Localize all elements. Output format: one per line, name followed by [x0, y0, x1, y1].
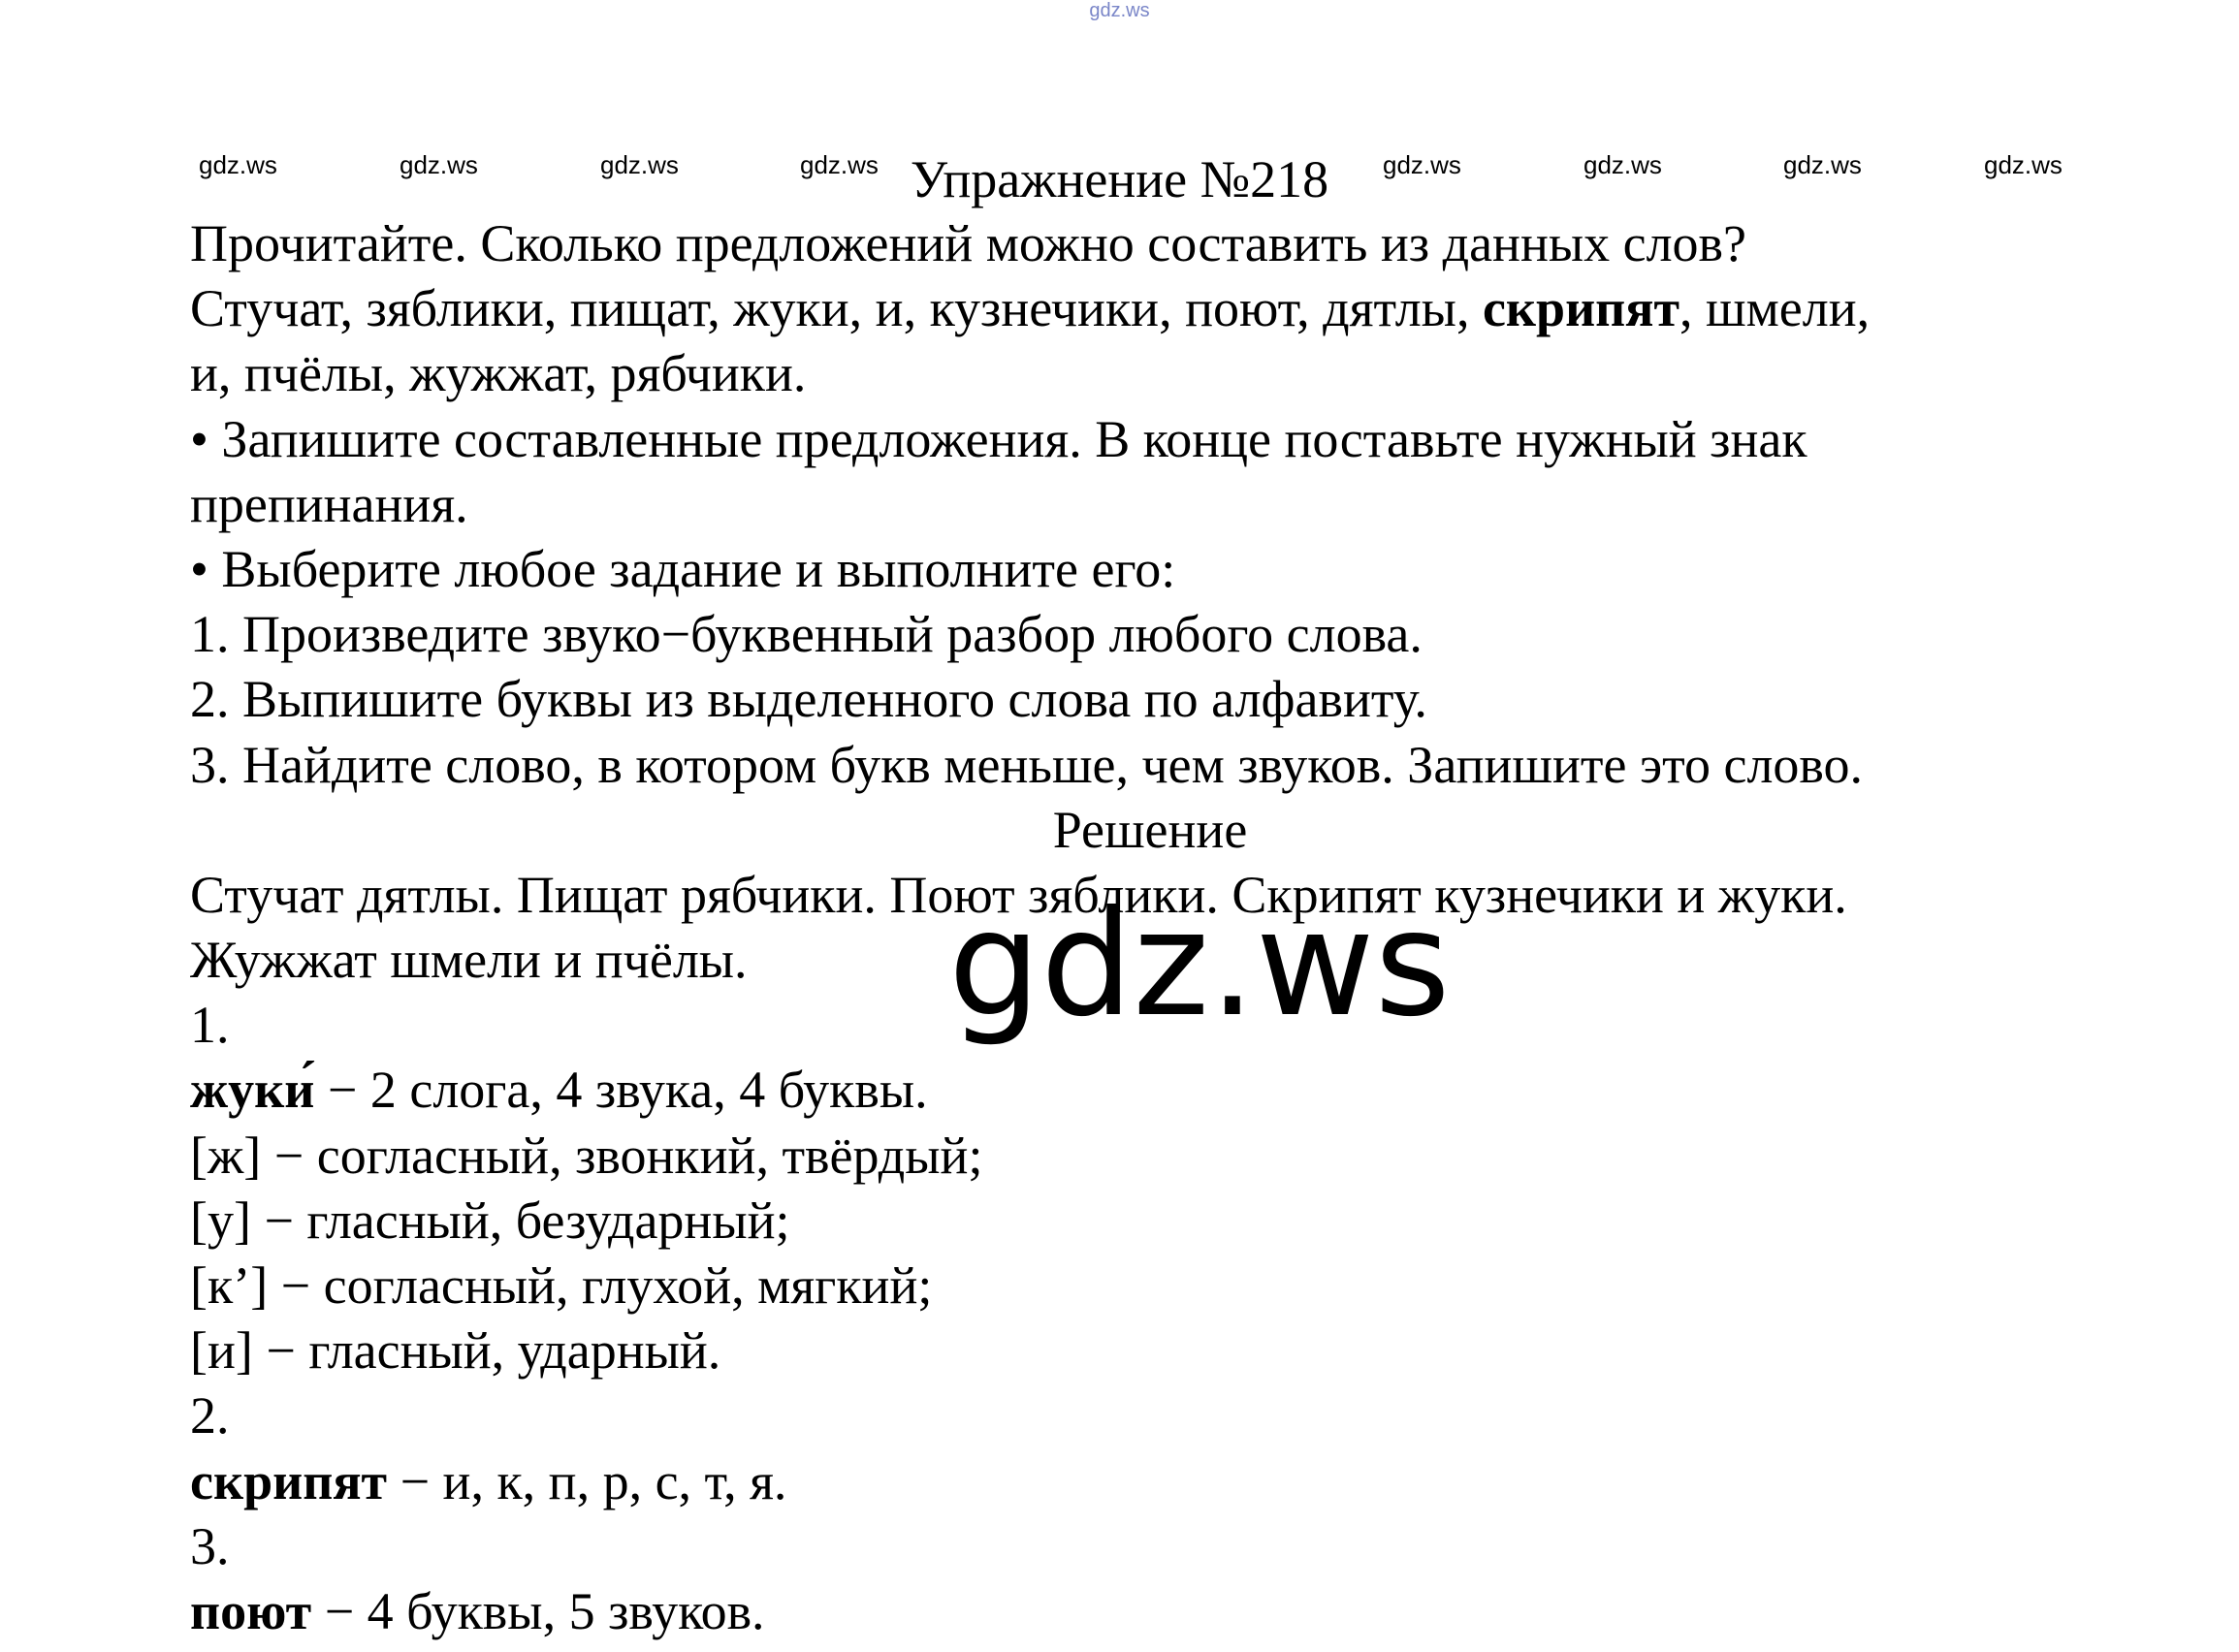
task-words-text: Стучат, зяблики, пищат, жуки, и, кузнечики, поют, дятлы,: [190, 279, 1483, 338]
analysed-word: скрипят: [190, 1451, 388, 1510]
solution-sentences: Жужжат шмели и пчёлы.: [190, 931, 748, 990]
analysed-word: поют: [190, 1581, 312, 1640]
solution-line: [190, 1579, 2149, 1644]
task-bullet: • Выберите любое задание и выполните его:: [190, 539, 1176, 598]
top-watermark: gdz.ws: [1089, 0, 1150, 21]
task-words-continued: и, пчёлы, жужжат, рябчики.: [190, 344, 807, 403]
watermark: gdz.ws: [1583, 150, 1662, 179]
watermark: gdz.ws: [1383, 150, 1461, 179]
page-title: Упражнение №218: [910, 150, 1329, 208]
big-watermark: gdz.ws: [948, 880, 1451, 1049]
task-words-text: , шмели,: [1679, 279, 1871, 338]
watermark: gdz.ws: [600, 150, 679, 179]
task-item: 2. Выпишите буквы из выделенного слова по алфавиту.: [190, 670, 1427, 729]
solution-heading: Решение: [1052, 800, 1248, 859]
analysed-word: жуки́: [190, 1061, 315, 1120]
sound-line: [у] − гласный, безударный;: [190, 1191, 790, 1250]
highlighted-word: скрипят: [1482, 279, 1680, 338]
watermark: gdz.ws: [1783, 150, 1862, 179]
watermark: gdz.ws: [199, 150, 277, 179]
watermark: gdz.ws: [1984, 150, 2063, 179]
solution-text: − 2 слога, 4 звука, 4 буквы.: [314, 1061, 928, 1120]
solution-line: [190, 1058, 2149, 1123]
sound-line: [и] − гласный, ударный.: [190, 1321, 721, 1381]
task-words: [190, 276, 2149, 341]
solution-text: − 4 буквы, 5 звуков.: [311, 1581, 765, 1640]
sound-line: [ж] − согласный, звонкий, твёрдый;: [190, 1126, 983, 1185]
task-bullet-continued: препинания.: [190, 474, 468, 533]
task-item: 1. Произведите звуко−буквенный разбор любого слова.: [190, 605, 1423, 664]
solution-sentences: Стучат дятлы. Пищат рябчики. Поют зяблики. Скрипят кузнечики и жуки.: [190, 865, 1847, 924]
task-question: Прочитайте. Сколько предложений можно составить из данных слов?: [190, 214, 1746, 272]
solution-text: − и, к, п, р, с, т, я.: [387, 1451, 787, 1510]
watermark: gdz.ws: [800, 150, 879, 179]
solution-number: 3.: [190, 1516, 230, 1575]
task-item: 3. Найдите слово, в котором букв меньше, чем звуков. Запишите это слово.: [190, 735, 1864, 794]
sound-line: [к’] − согласный, глухой, мягкий;: [190, 1256, 933, 1315]
solution-number: 2.: [190, 1386, 230, 1446]
solution-number: 1.: [190, 996, 230, 1055]
watermark: gdz.ws: [400, 150, 478, 179]
task-bullet: • Запишите составленные предложения. В конце поставьте нужный знак: [190, 409, 1807, 468]
solution-line: [190, 1449, 2149, 1514]
